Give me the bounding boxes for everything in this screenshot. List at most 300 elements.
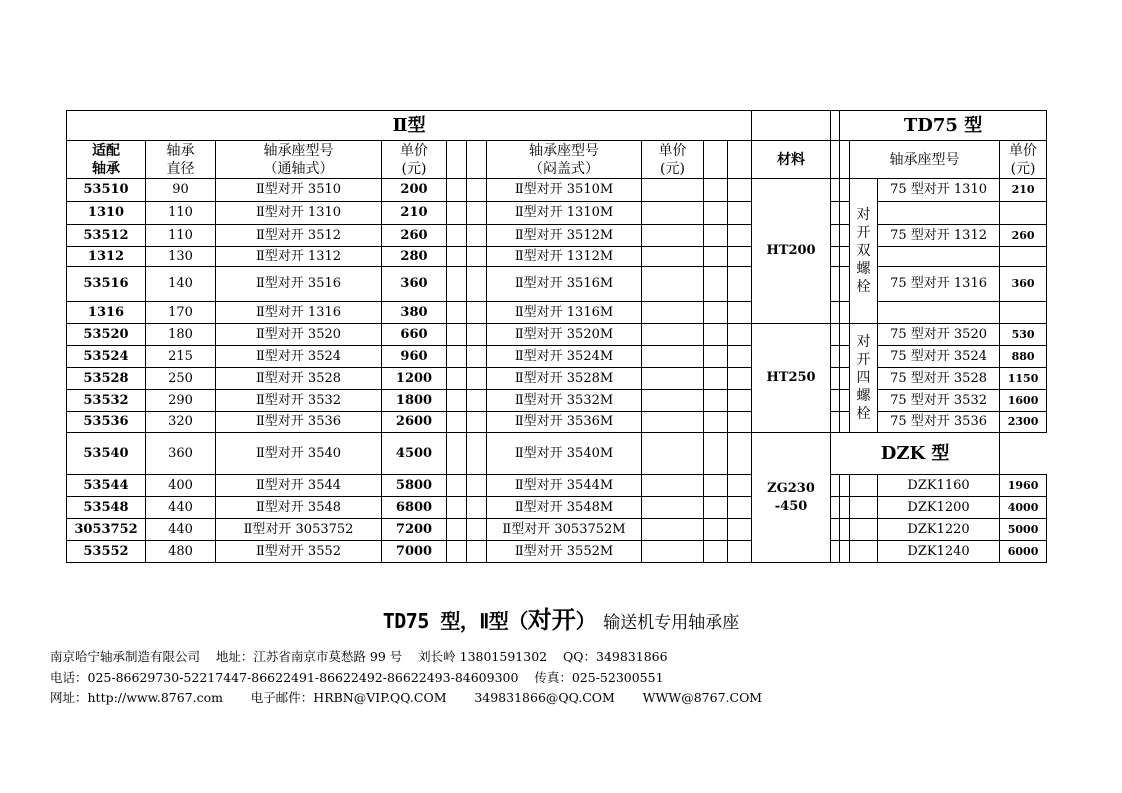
bearing-cell: 53532 (67, 390, 146, 412)
td75-model-cell: 75 型对开 1316 (878, 267, 1000, 302)
td75-model-cell: 75 型对开 3532 (878, 390, 1000, 412)
table-row (67, 519, 1047, 541)
price-table (66, 110, 1047, 563)
empty-cell (840, 390, 850, 412)
empty-cell (467, 302, 487, 324)
table-row (67, 202, 1047, 225)
price-cell: 6800 (382, 497, 447, 519)
empty-cell (840, 302, 850, 324)
empty-cell (447, 302, 467, 324)
diameter-cell: 170 (146, 302, 216, 324)
empty-cell (447, 141, 467, 179)
price-cell: 260 (382, 225, 447, 247)
bolt-four-label-line: 四 (856, 370, 871, 386)
price-closed-cell (642, 302, 704, 324)
bolt-two-label-line: 开 (856, 225, 871, 241)
model-through-cell: Ⅱ型对开 1312 (216, 247, 382, 267)
header-td-price (1000, 141, 1047, 179)
header-model-through-line: 轴承座型号 (263, 142, 334, 159)
empty-cell (447, 346, 467, 368)
price-closed-cell (642, 179, 704, 202)
td75-price-cell: 880 (1000, 346, 1047, 368)
price-closed-cell (642, 267, 704, 302)
empty-cell (850, 497, 878, 519)
empty-cell (840, 324, 850, 346)
model-through-cell: Ⅱ型对开 3524 (216, 346, 382, 368)
empty-cell (447, 247, 467, 267)
model-closed-cell: Ⅱ型对开 3532M (487, 390, 642, 412)
empty-cell (704, 324, 728, 346)
diameter-cell: 110 (146, 225, 216, 247)
diameter-cell: 290 (146, 390, 216, 412)
td75-price-cell: 260 (1000, 225, 1047, 247)
empty-cell (840, 475, 850, 497)
empty-cell (728, 412, 752, 433)
empty-cell (467, 346, 487, 368)
empty-cell (447, 368, 467, 390)
model-through-cell: Ⅱ型对开 1316 (216, 302, 382, 324)
empty-cell (728, 346, 752, 368)
model-closed-cell: Ⅱ型对开 3512M (487, 225, 642, 247)
td75-model-cell: 75 型对开 3528 (878, 368, 1000, 390)
bolt-two-label (850, 179, 878, 324)
price-cell: 5800 (382, 475, 447, 497)
empty-cell (840, 497, 850, 519)
empty-cell (840, 202, 850, 225)
diameter-cell: 130 (146, 247, 216, 267)
bolt-two-label-line: 螺 (856, 261, 871, 277)
diameter-cell: 215 (146, 346, 216, 368)
table-row (67, 497, 1047, 519)
empty-cell (728, 267, 752, 302)
price-closed-cell (642, 368, 704, 390)
empty-cell (704, 302, 728, 324)
empty-cell (447, 324, 467, 346)
empty-cell (728, 141, 752, 179)
dzk-model-cell: DZK1200 (878, 497, 1000, 519)
empty-cell (831, 519, 840, 541)
column-header-row (67, 141, 1047, 159)
empty-cell (840, 541, 850, 563)
caption-part4: 输送机专用轴承座 (603, 613, 740, 633)
empty-cell (704, 179, 728, 202)
bearing-cell: 1312 (67, 247, 146, 267)
price-cell: 380 (382, 302, 447, 324)
empty-cell (840, 412, 850, 433)
section-header-row (67, 111, 1047, 141)
empty-cell (704, 519, 728, 541)
diameter-cell: 440 (146, 519, 216, 541)
td75-price-cell: 530 (1000, 324, 1047, 346)
caption-part1: TD75 型，Ⅱ型（ (382, 609, 528, 633)
model-closed-cell: Ⅱ型对开 3548M (487, 497, 642, 519)
model-closed-cell: Ⅱ型对开 3524M (487, 346, 642, 368)
empty-cell (704, 202, 728, 225)
empty-cell (447, 541, 467, 563)
header-material: 材料 (752, 141, 831, 179)
dzk-model-cell: DZK1160 (878, 475, 1000, 497)
table-row (67, 302, 1047, 324)
table-row (67, 390, 1047, 412)
empty-cell (831, 497, 840, 519)
td75-model-cell: 75 型对开 3524 (878, 346, 1000, 368)
model-through-cell: Ⅱ型对开 3544 (216, 475, 382, 497)
header-price-line: (元) (401, 160, 427, 177)
price-cell: 4500 (382, 433, 447, 475)
model-through-cell: Ⅱ型对开 3536 (216, 412, 382, 433)
empty-cell (728, 247, 752, 267)
empty-cell (831, 111, 840, 141)
price-cell: 210 (382, 202, 447, 225)
empty-cell (831, 390, 840, 412)
diameter-cell: 180 (146, 324, 216, 346)
bearing-cell: 53520 (67, 324, 146, 346)
model-through-cell: Ⅱ型对开 3528 (216, 368, 382, 390)
td75-model-cell: 75 型对开 3536 (878, 412, 1000, 433)
empty-cell (447, 225, 467, 247)
bolt-two-label-line: 对 (856, 207, 871, 223)
header-model-closed-line: 轴承座型号 (529, 142, 599, 159)
table-row (67, 267, 1047, 302)
price-closed-cell (642, 202, 704, 225)
table-row (67, 412, 1047, 433)
empty-cell (704, 141, 728, 179)
model-closed-cell: Ⅱ型对开 1312M (487, 247, 642, 267)
material-cell: HT250 (752, 324, 831, 433)
empty-cell (831, 346, 840, 368)
material-cell-line: ZG230 (767, 480, 815, 496)
bolt-four-label (850, 324, 878, 433)
empty-cell (728, 302, 752, 324)
diameter-cell: 140 (146, 267, 216, 302)
empty-cell (831, 541, 840, 563)
bearing-cell: 53540 (67, 433, 146, 475)
contact-line-web: 网址：http://www.8767.com 电子邮件：HRBN@VIP.QQ.COM 349831866@QQ.COM WWW@8767.COM (50, 690, 763, 705)
header-diameter-line: 直径 (166, 160, 195, 177)
section-ii-title: Ⅱ型 (67, 111, 752, 141)
td75-price-cell: 2300 (1000, 412, 1047, 433)
table-row (67, 368, 1047, 390)
header-model-through-line: （通轴式） (263, 160, 334, 177)
model-through-cell: Ⅱ型对开 3532 (216, 390, 382, 412)
empty-cell (704, 541, 728, 563)
table-row (67, 225, 1047, 247)
header-price (382, 141, 447, 179)
empty-cell (840, 247, 850, 267)
empty-cell (840, 225, 850, 247)
model-closed-cell: Ⅱ型对开 3516M (487, 267, 642, 302)
empty-cell (831, 324, 840, 346)
diameter-cell: 320 (146, 412, 216, 433)
empty-cell (728, 497, 752, 519)
empty-cell (467, 412, 487, 433)
bearing-cell: 53552 (67, 541, 146, 563)
empty-cell (447, 497, 467, 519)
empty-cell (447, 433, 467, 475)
empty-cell (728, 475, 752, 497)
model-through-cell: Ⅱ型对开 3520 (216, 324, 382, 346)
bolt-two-label-line: 双 (856, 243, 871, 259)
empty-cell (850, 541, 878, 563)
empty-cell (878, 202, 1000, 225)
empty-cell (728, 179, 752, 202)
bearing-cell: 53548 (67, 497, 146, 519)
td75-model-cell: 75 型对开 1310 (878, 179, 1000, 202)
td75-model-cell: 75 型对开 1312 (878, 225, 1000, 247)
price-cell: 960 (382, 346, 447, 368)
price-cell: 1800 (382, 390, 447, 412)
price-closed-cell (642, 225, 704, 247)
empty-cell (467, 141, 487, 179)
empty-cell (840, 346, 850, 368)
dzk-model-cell: DZK1220 (878, 519, 1000, 541)
empty-cell (840, 519, 850, 541)
table-row (67, 179, 1047, 202)
price-cell: 660 (382, 324, 447, 346)
empty-cell (467, 368, 487, 390)
table-row (67, 541, 1047, 563)
price-cell: 280 (382, 247, 447, 267)
model-through-cell: Ⅱ型对开 1310 (216, 202, 382, 225)
price-closed-cell (642, 475, 704, 497)
empty-cell (728, 225, 752, 247)
header-model-through (216, 141, 382, 179)
material-cell-line: -450 (774, 498, 808, 514)
empty-cell (831, 141, 840, 179)
empty-cell (840, 179, 850, 202)
price-closed-cell (642, 519, 704, 541)
diameter-cell: 440 (146, 497, 216, 519)
empty-cell (878, 247, 1000, 267)
bearing-cell: 53512 (67, 225, 146, 247)
empty-cell (704, 247, 728, 267)
model-closed-cell: Ⅱ型对开 3540M (487, 433, 642, 475)
header-price-closed-line: (元) (660, 160, 685, 177)
price-cell: 1200 (382, 368, 447, 390)
empty-cell (728, 433, 752, 475)
bolt-four-label-line: 开 (856, 352, 871, 368)
empty-cell (467, 475, 487, 497)
model-through-cell: Ⅱ型对开 3053752 (216, 519, 382, 541)
model-closed-cell: Ⅱ型对开 1310M (487, 202, 642, 225)
contact-line-phone: 电话：025-86629730-52217447-86622491-86622492-86622493-84609300 传真：025-52300551 (50, 670, 664, 685)
table-row (67, 475, 1047, 497)
model-closed-cell: Ⅱ型对开 1316M (487, 302, 642, 324)
dzk-model-cell: DZK1240 (878, 541, 1000, 563)
model-closed-cell: Ⅱ型对开 3510M (487, 179, 642, 202)
table-caption (0, 600, 1122, 635)
price-closed-cell (642, 433, 704, 475)
empty-cell (728, 324, 752, 346)
empty-cell (447, 519, 467, 541)
model-through-cell: Ⅱ型对开 3540 (216, 433, 382, 475)
price-cell: 360 (382, 267, 447, 302)
diameter-cell: 110 (146, 202, 216, 225)
empty-cell (447, 475, 467, 497)
bearing-cell: 1316 (67, 302, 146, 324)
price-closed-cell (642, 346, 704, 368)
price-closed-cell (642, 497, 704, 519)
header-price-closed (642, 141, 704, 179)
empty-cell (752, 111, 831, 141)
empty-cell (831, 412, 840, 433)
empty-cell (704, 497, 728, 519)
empty-cell (704, 267, 728, 302)
empty-cell (1000, 202, 1047, 225)
empty-cell (467, 390, 487, 412)
empty-cell (831, 247, 840, 267)
dzk-price-cell: 1960 (1000, 475, 1047, 497)
empty-cell (447, 179, 467, 202)
price-closed-cell (642, 247, 704, 267)
model-through-cell: Ⅱ型对开 3516 (216, 267, 382, 302)
model-closed-cell: Ⅱ型对开 3552M (487, 541, 642, 563)
bearing-cell: 53516 (67, 267, 146, 302)
empty-cell (831, 179, 840, 202)
empty-cell (850, 475, 878, 497)
empty-cell (728, 541, 752, 563)
bolt-two-label-line: 栓 (856, 279, 871, 295)
header-bearing-line: 适配 (92, 142, 120, 159)
header-td-price-line: (元) (1010, 160, 1036, 177)
model-closed-cell: Ⅱ型对开 3536M (487, 412, 642, 433)
empty-cell (728, 390, 752, 412)
table-row (67, 346, 1047, 368)
table-row (67, 324, 1047, 346)
empty-cell (467, 519, 487, 541)
caption-part2: 对开 (527, 606, 576, 634)
contact-line-company: 南京哈宁轴承制造有限公司 地址：江苏省南京市莫愁路 99 号 刘长岭 13801591302 QQ：349831866 (50, 649, 668, 664)
empty-cell (704, 368, 728, 390)
bearing-cell: 53536 (67, 412, 146, 433)
price-cell: 2600 (382, 412, 447, 433)
bolt-four-label-line: 对 (856, 334, 871, 350)
header-bearing-line: 轴承 (92, 160, 120, 177)
empty-cell (831, 475, 840, 497)
price-closed-cell (642, 390, 704, 412)
bearing-cell: 53524 (67, 346, 146, 368)
bearing-cell: 1310 (67, 202, 146, 225)
empty-cell (467, 247, 487, 267)
empty-cell (467, 433, 487, 475)
model-through-cell: Ⅱ型对开 3552 (216, 541, 382, 563)
bearing-cell: 53544 (67, 475, 146, 497)
empty-cell (704, 475, 728, 497)
section-td75-title: TD75 型 (840, 111, 1047, 141)
price-cell: 200 (382, 179, 447, 202)
empty-cell (878, 302, 1000, 324)
empty-cell (447, 412, 467, 433)
diameter-cell: 480 (146, 541, 216, 563)
bearing-cell: 3053752 (67, 519, 146, 541)
header-model-closed-line: （闷盖式） (529, 160, 599, 177)
td75-model-cell: 75 型对开 3520 (878, 324, 1000, 346)
model-through-cell: Ⅱ型对开 3512 (216, 225, 382, 247)
bolt-four-label-line: 栓 (856, 406, 871, 422)
empty-cell (840, 141, 850, 179)
model-closed-cell: Ⅱ型对开 3053752M (487, 519, 642, 541)
header-td-price-line: 单价 (1009, 142, 1038, 159)
empty-cell (467, 179, 487, 202)
empty-cell (850, 519, 878, 541)
empty-cell (1000, 247, 1047, 267)
price-closed-cell (642, 412, 704, 433)
price-closed-cell (642, 324, 704, 346)
empty-cell (447, 267, 467, 302)
empty-cell (467, 267, 487, 302)
header-bearing (67, 141, 146, 179)
td75-price-cell: 360 (1000, 267, 1047, 302)
header-diameter-line: 轴承 (166, 142, 195, 159)
empty-cell (704, 412, 728, 433)
table-body (67, 111, 1047, 563)
price-cell: 7200 (382, 519, 447, 541)
material-cell: HT200 (752, 179, 831, 324)
model-closed-cell: Ⅱ型对开 3528M (487, 368, 642, 390)
diameter-cell: 250 (146, 368, 216, 390)
empty-cell (840, 267, 850, 302)
model-closed-cell: Ⅱ型对开 3544M (487, 475, 642, 497)
bolt-four-label-line: 螺 (856, 388, 871, 404)
empty-cell (840, 368, 850, 390)
empty-cell (704, 346, 728, 368)
td75-price-cell: 210 (1000, 179, 1047, 202)
caption-part3: ） (575, 609, 596, 633)
price-closed-cell (642, 541, 704, 563)
empty-cell (447, 202, 467, 225)
empty-cell (831, 368, 840, 390)
bearing-cell: 53528 (67, 368, 146, 390)
header-price-line: 单价 (400, 142, 428, 159)
empty-cell (1000, 302, 1047, 324)
diameter-cell: 360 (146, 433, 216, 475)
diameter-cell: 400 (146, 475, 216, 497)
empty-cell (467, 324, 487, 346)
material-cell (752, 433, 831, 563)
dzk-price-cell: 4000 (1000, 497, 1047, 519)
empty-cell (831, 267, 840, 302)
empty-cell (467, 225, 487, 247)
model-through-cell: Ⅱ型对开 3510 (216, 179, 382, 202)
empty-cell (831, 225, 840, 247)
empty-cell (447, 390, 467, 412)
empty-cell (704, 225, 728, 247)
header-diameter (146, 141, 216, 179)
header-model-closed (487, 141, 642, 179)
empty-cell (831, 202, 840, 225)
empty-cell (728, 368, 752, 390)
dzk-price-cell: 5000 (1000, 519, 1047, 541)
empty-cell (704, 390, 728, 412)
dzk-price-cell: 6000 (1000, 541, 1047, 563)
section-dzk-title: DZK 型 (831, 433, 1000, 475)
empty-cell (728, 202, 752, 225)
empty-cell (728, 519, 752, 541)
header-price-closed-line: 单价 (658, 142, 687, 159)
empty-cell (704, 433, 728, 475)
diameter-cell: 90 (146, 179, 216, 202)
empty-cell (467, 202, 487, 225)
bearing-cell: 53510 (67, 179, 146, 202)
td75-price-cell: 1600 (1000, 390, 1047, 412)
header-td-model: 轴承座型号 (850, 141, 1000, 179)
empty-cell (467, 497, 487, 519)
empty-cell (831, 302, 840, 324)
model-closed-cell: Ⅱ型对开 3520M (487, 324, 642, 346)
price-cell: 7000 (382, 541, 447, 563)
td75-price-cell: 1150 (1000, 368, 1047, 390)
table-row (67, 247, 1047, 267)
